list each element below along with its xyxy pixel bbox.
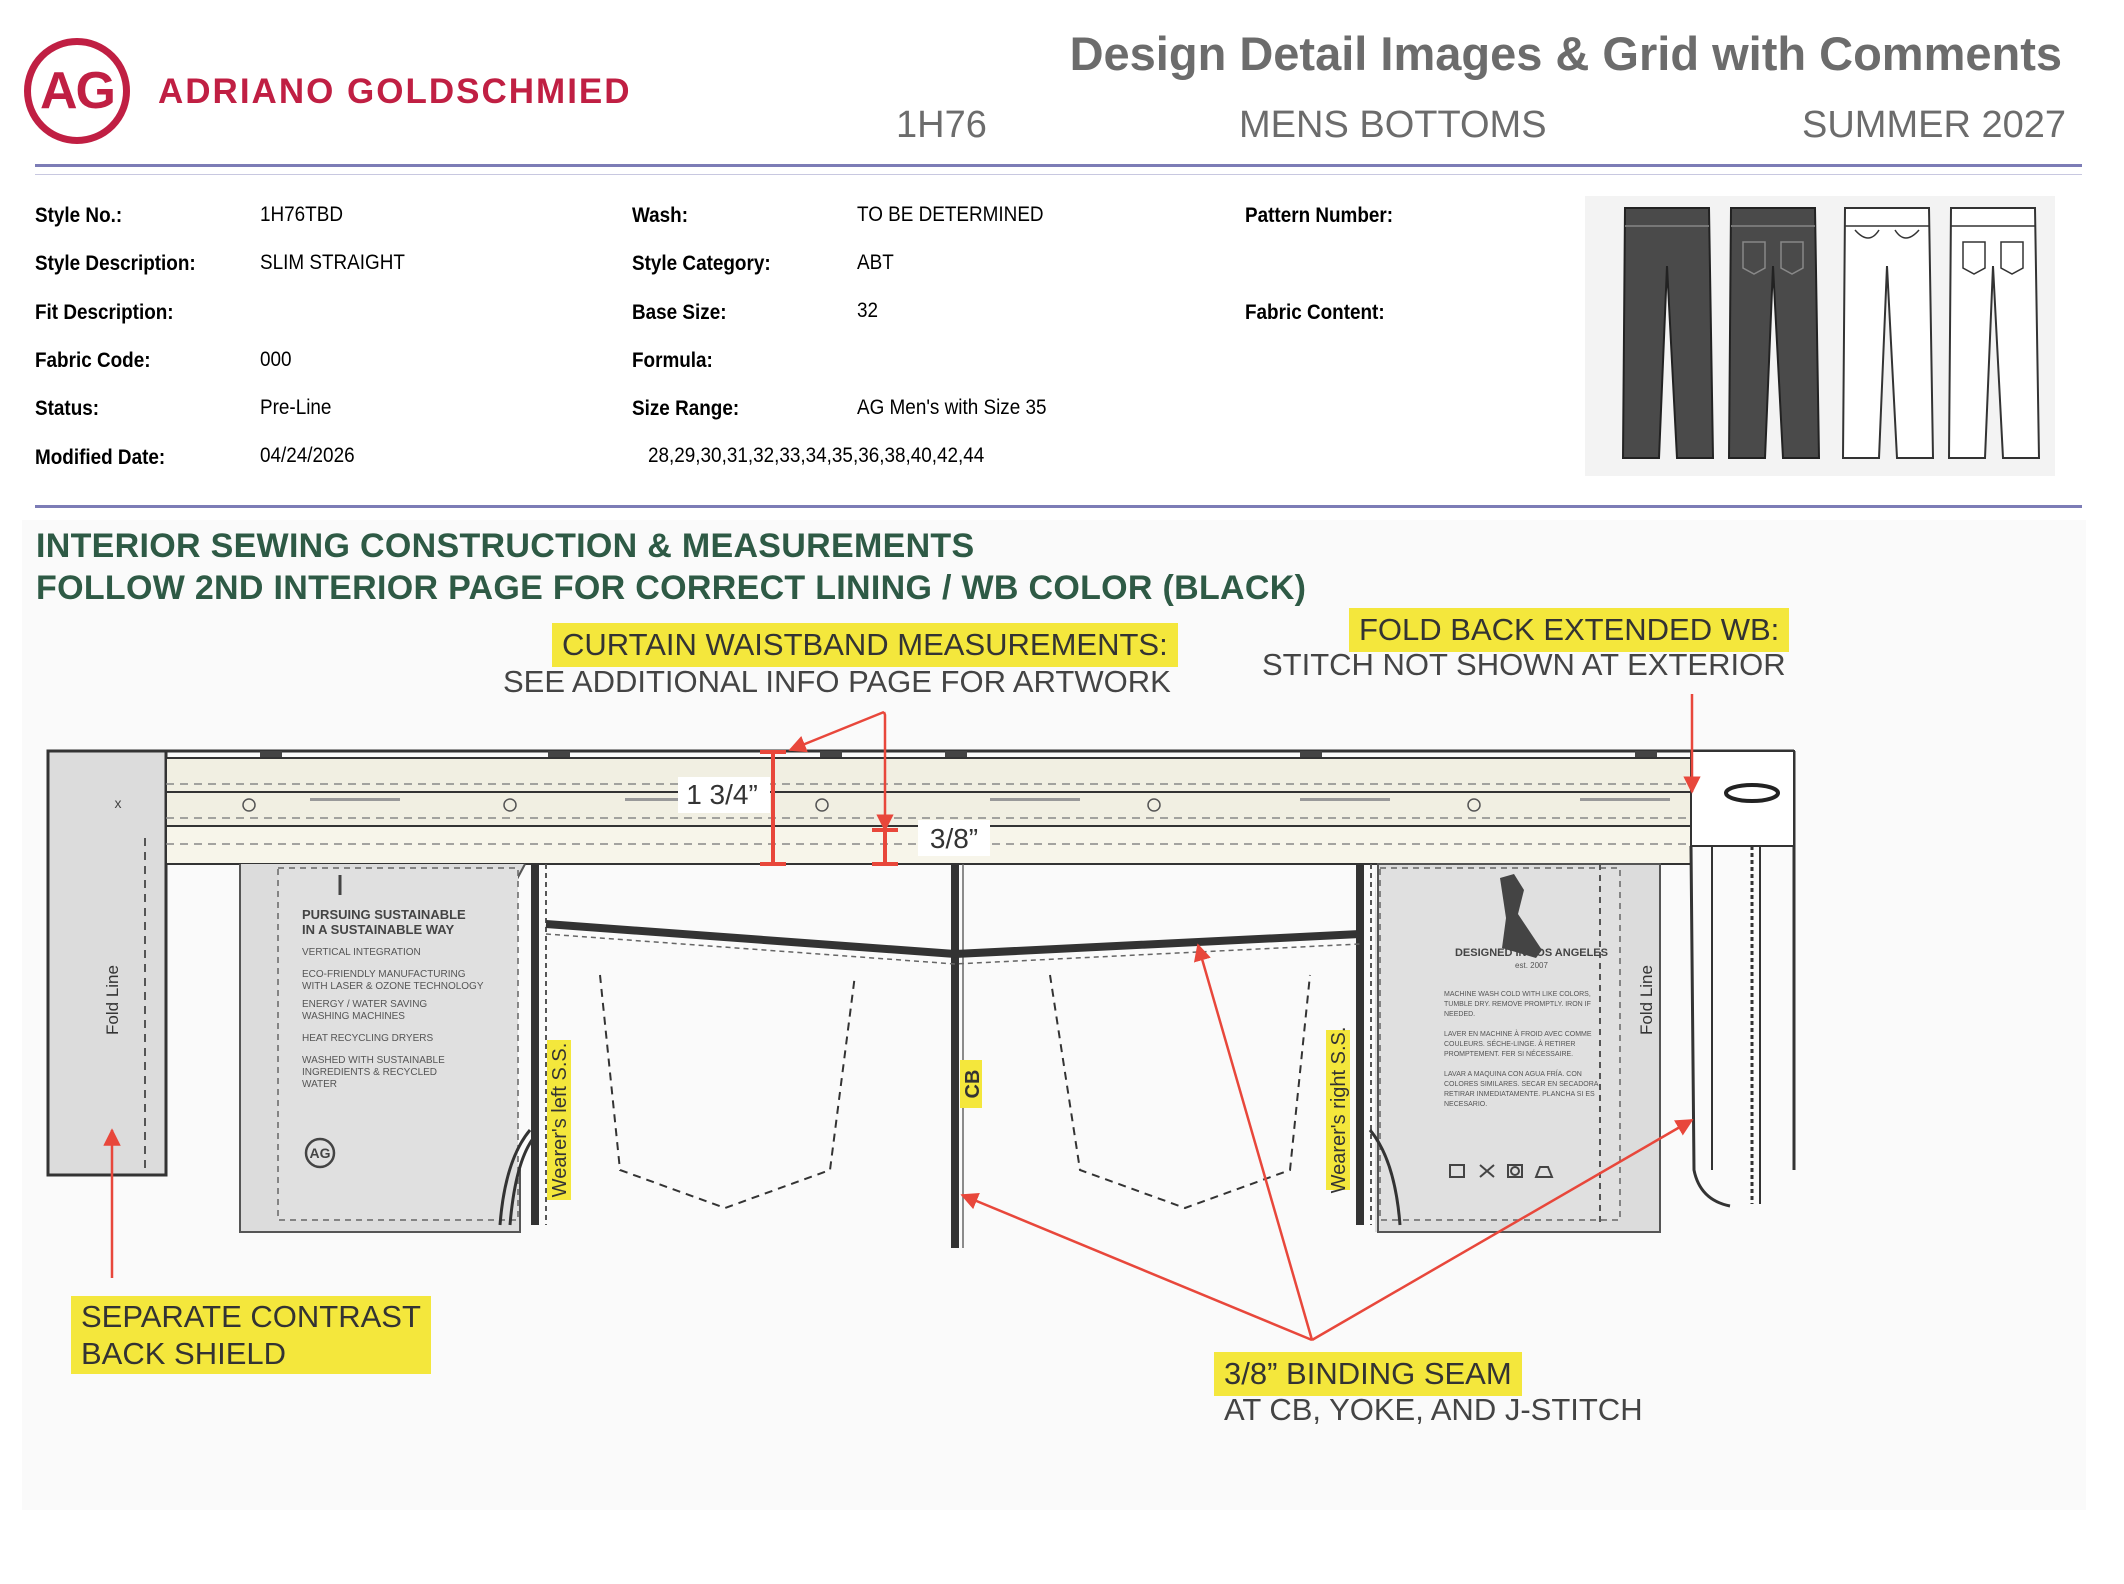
back-shield (48, 751, 166, 1175)
wash-value: TO BE DETERMINED (857, 203, 1044, 226)
care-line: RETIRAR INMEDIATAMENTE. PLANCHA SI ES (1444, 1091, 1595, 1098)
care-line: NEEDED. (1444, 1011, 1476, 1018)
pocket-left-item: ENERGY / WATER SAVING (302, 999, 428, 1010)
fold-back-wb-callout: FOLD BACK EXTENDED WB: (1349, 608, 1789, 652)
care-line: NECESARIO. (1444, 1101, 1488, 1108)
pocket-badge: AG (309, 1145, 331, 1161)
status-value: Pre-Line (260, 396, 332, 419)
style-description-value: SLIM STRAIGHT (260, 251, 405, 274)
binding-seam-callout: 3/8” BINDING SEAM (1214, 1352, 1522, 1396)
cb-label (960, 1060, 984, 1108)
binding-seam-note: AT CB, YOKE, AND J-STITCH (1224, 1392, 1643, 1427)
pocket-right-heading: DESIGNED IN LOS ANGELES (1454, 947, 1608, 959)
pocket-left-item: VERTICAL INTEGRATION (302, 947, 421, 958)
pocket-left-item: WATER (302, 1079, 337, 1090)
pattern-number-label: Pattern Number: (1245, 204, 1394, 227)
fold-back-wb-note: STITCH NOT SHOWN AT EXTERIOR (1262, 647, 1786, 682)
style-no-value: 1H76TBD (260, 203, 343, 226)
curtain-waistband-callout: CURTAIN WAISTBAND MEASUREMENTS: (552, 623, 1178, 667)
modified-date-value: 04/24/2026 (260, 444, 355, 467)
section-subheading: FOLLOW 2ND INTERIOR PAGE FOR CORRECT LINING / WB COLOR (BLACK) (36, 569, 1307, 607)
style-category-value: ABT (857, 251, 894, 274)
pocket-left-item: INGREDIENTS & RECYCLED (302, 1067, 438, 1078)
care-line: TUMBLE DRY. REMOVE PROMPTLY. IRON IF (1444, 1001, 1591, 1008)
care-line: LAVER EN MACHINE À FROID AVEC COMME (1444, 1031, 1592, 1038)
size-range-label: Size Range: (632, 397, 740, 420)
base-size-label: Base Size: (632, 301, 727, 324)
fold-line-right: Fold Line (1637, 965, 1656, 1035)
size-range-sizes: 28,29,30,31,32,33,34,35,36,38,40,42,44 (648, 444, 985, 467)
logo-mark: AG (40, 62, 114, 120)
binding-measurement-label: 3/8” (929, 823, 979, 854)
curtain-waistband-note: SEE ADDITIONAL INFO PAGE FOR ARTWORK (503, 664, 1171, 699)
formula-label: Formula: (632, 349, 713, 372)
center-back-seam (955, 864, 963, 1248)
back-shield-line2: BACK SHIELD (81, 1336, 287, 1371)
size-range-value: AG Men's with Size 35 (857, 396, 1047, 419)
pocket-left-text (302, 907, 512, 1091)
care-line: PROMPTEMENT. FER SI NÉCESSAIRE. (1444, 1051, 1574, 1058)
care-line: COULEURS. SÉCHE-LINGE. À RETIRER (1444, 1041, 1576, 1048)
care-line: MACHINE WASH COLD WITH LIKE COLORS, (1444, 991, 1591, 998)
modified-date-label: Modified Date: (35, 446, 166, 469)
back-shield-x-mark: x (114, 795, 122, 811)
pocket-left-item: ECO-FRIENDLY MANUFACTURING (302, 969, 466, 980)
style-no-label: Style No.: (35, 204, 123, 227)
brand-name: ADRIANO GOLDSCHMIED (158, 72, 632, 111)
pocket-left-item: WASHING MACHINES (302, 1011, 405, 1022)
section-heading: INTERIOR SEWING CONSTRUCTION & MEASUREMENTS (36, 527, 975, 565)
waistband-measurement-label: 1 3/4” (686, 779, 758, 810)
care-line: LAVAR A MAQUINA CON AGUA FRÍA. CON (1444, 1071, 1582, 1078)
style-code: 1H76 (896, 104, 987, 146)
wash-label: Wash: (632, 204, 689, 227)
pocket-left-item: HEAT RECYCLING DRYERS (302, 1033, 434, 1044)
svg-text:CB: CB (962, 1069, 984, 1099)
pocket-left-heading1: PURSUING SUSTAINABLE (302, 907, 466, 922)
fold-line-left: Fold Line (103, 965, 122, 1035)
wearer-right-ss-label (1326, 1027, 1350, 1194)
pocket-left-heading2: IN A SUSTAINABLE WAY (302, 922, 455, 937)
fabric-code-value: 000 (260, 348, 292, 371)
season: SUMMER 2027 (1802, 104, 2066, 146)
wearer-left-ss-label (547, 1040, 571, 1200)
pocket-right-est: est. 2007 (1515, 961, 1548, 970)
style-category-label: Style Category: (632, 252, 771, 275)
fabric-code-label: Fabric Code: (35, 349, 151, 372)
svg-text:Wearer's right S.S.: Wearer's right S.S. (1328, 1026, 1350, 1194)
pocket-left-item: WASHED WITH SUSTAINABLE (302, 1055, 445, 1066)
svg-text:Wearer's left S.S.: Wearer's left S.S. (549, 1042, 571, 1198)
care-line: COLORES SIMILARES. SECAR EN SECADORA. (1444, 1081, 1601, 1088)
pocket-right-text (1444, 947, 1619, 1110)
fabric-content-label: Fabric Content: (1245, 301, 1385, 324)
back-shield-line1: SEPARATE CONTRAST (81, 1299, 421, 1334)
pocket-left-item: WITH LASER & OZONE TECHNOLOGY (302, 981, 484, 992)
fit-description-label: Fit Description: (35, 301, 174, 324)
page-title: Design Detail Images & Grid with Comments (1069, 27, 2062, 80)
base-size-value: 32 (857, 299, 879, 322)
status-label: Status: (35, 397, 100, 420)
product-category: MENS BOTTOMS (1239, 104, 1547, 146)
style-description-label: Style Description: (35, 252, 196, 275)
